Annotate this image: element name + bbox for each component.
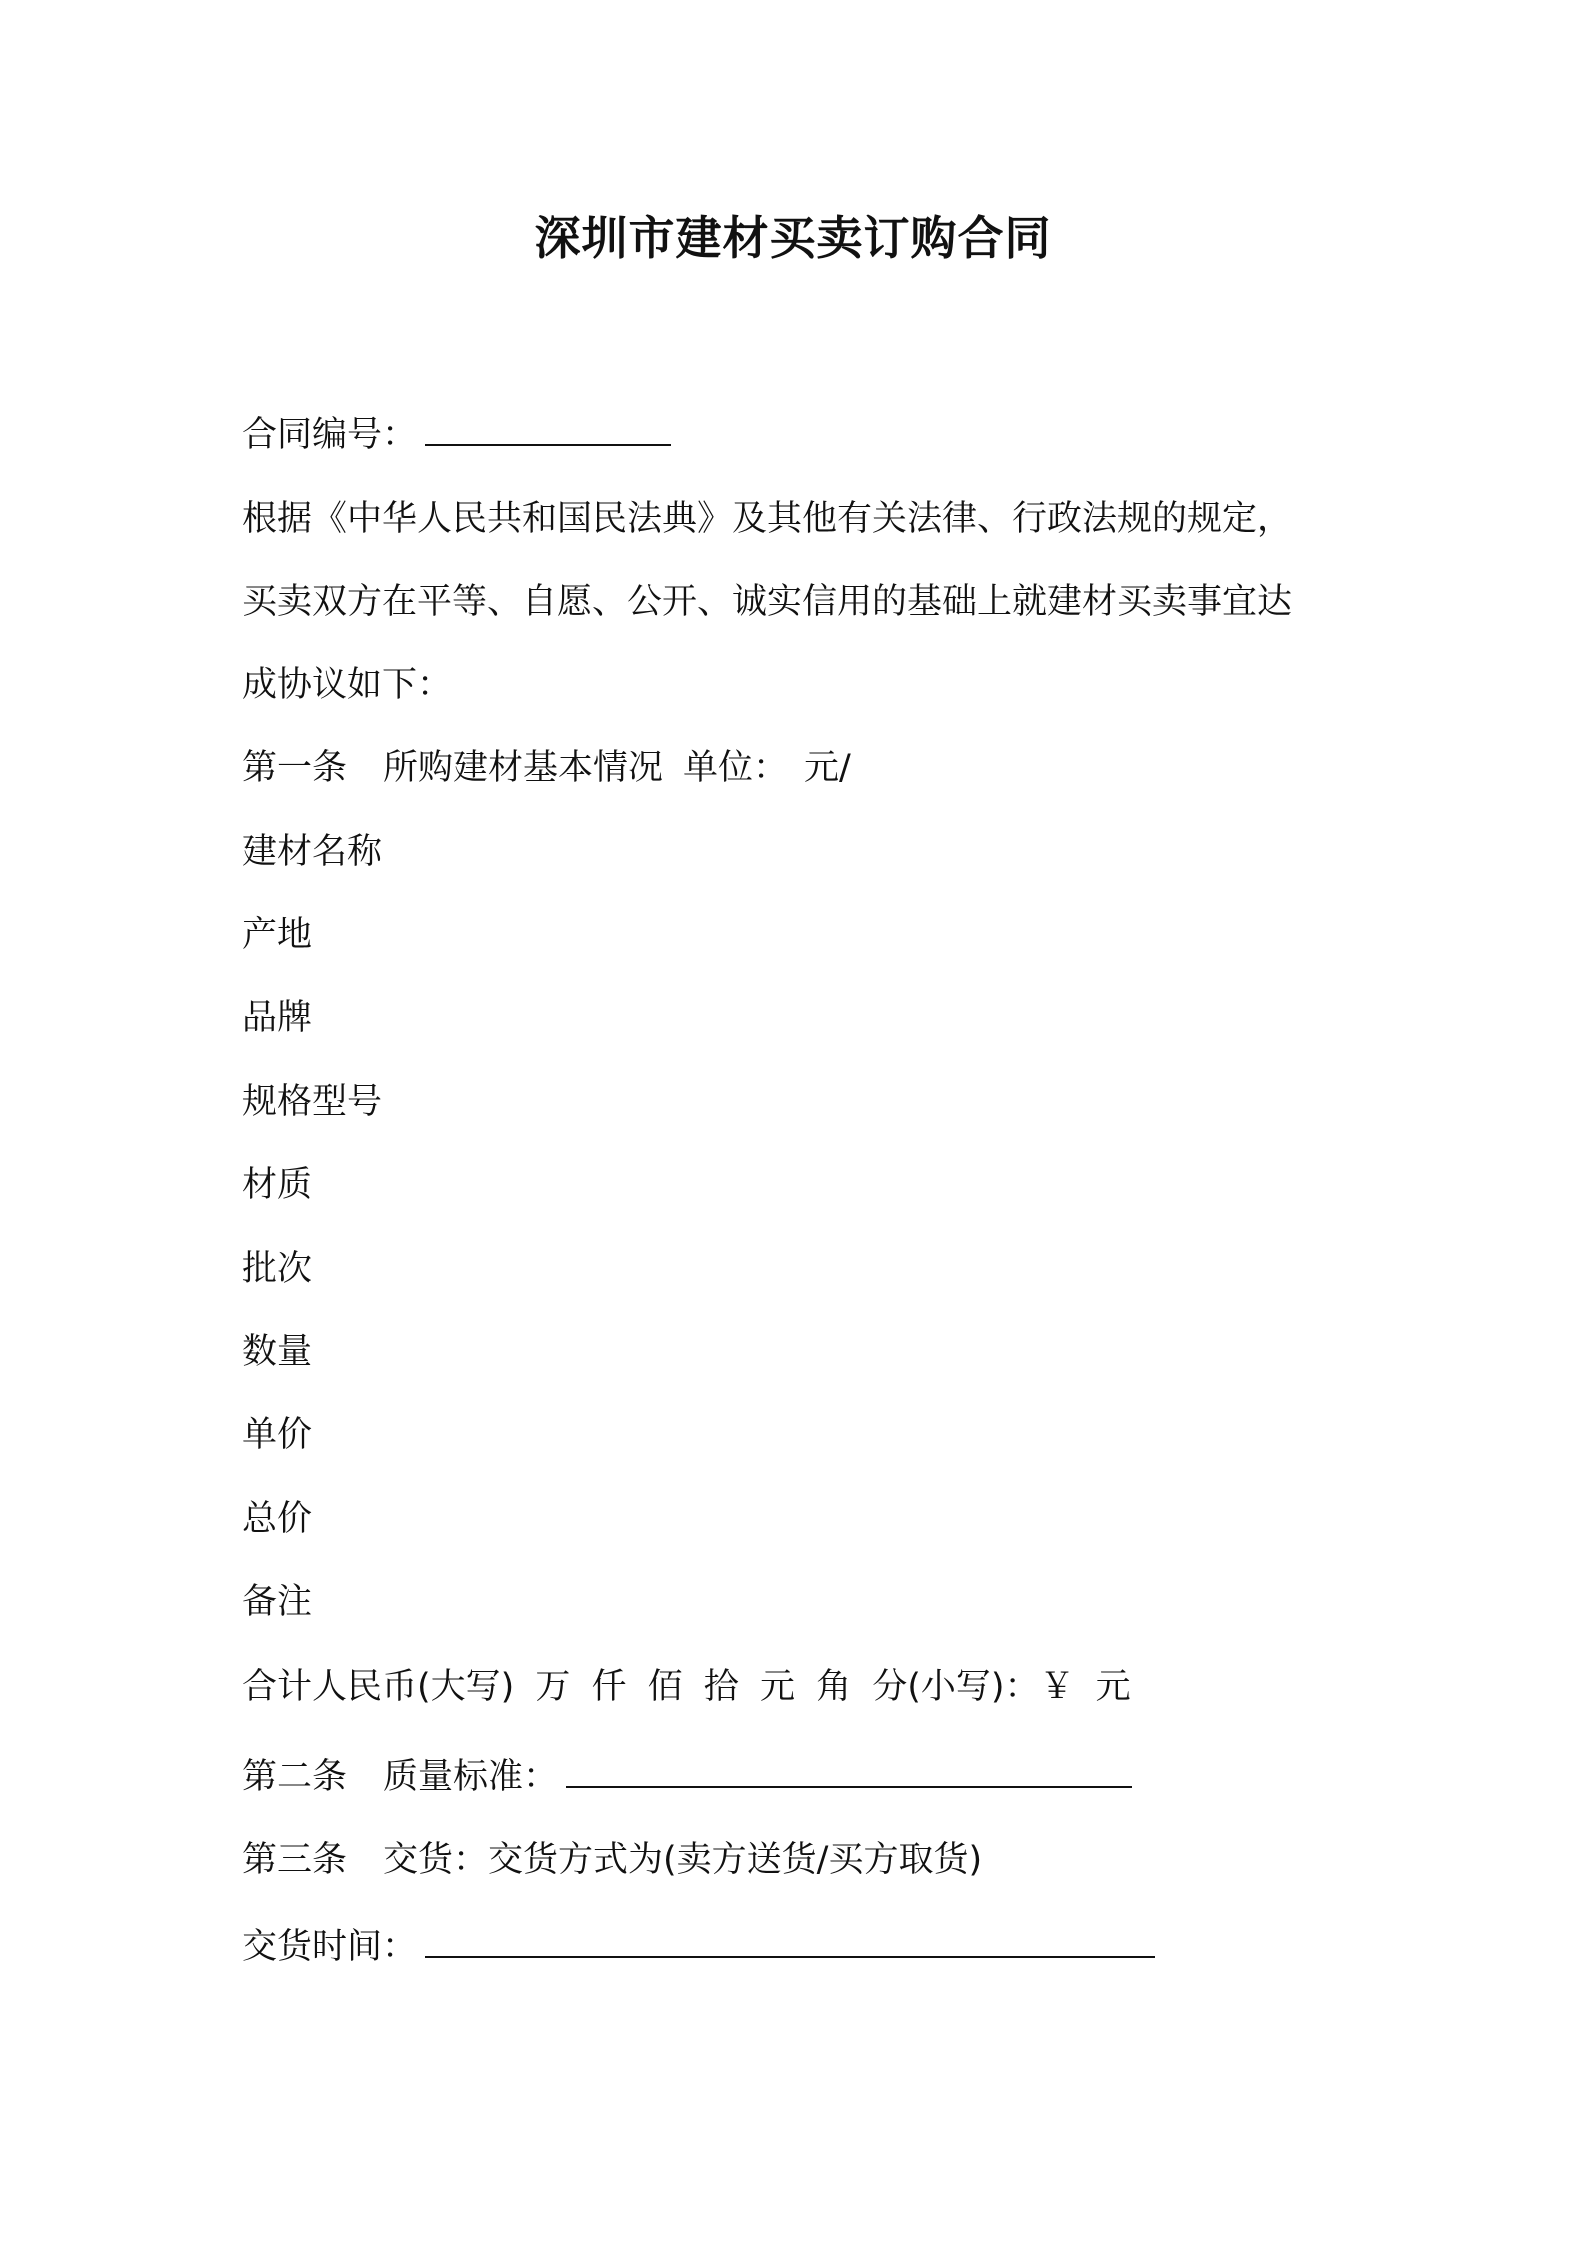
contract-number-blank [425,410,671,446]
article-1-number: 第一条 [242,748,348,788]
contract-number-label: 合同编号： [242,415,418,455]
article-1-heading: 所购建材基本情况 [383,748,664,788]
delivery-time-label: 交货时间： [242,1927,418,1967]
field-item: 产地 [242,915,313,955]
delivery-time-blank [425,1922,1155,1958]
field-item: 建材名称 [242,832,383,872]
field-item: 数量 [242,1332,313,1372]
quality-standard-label: 质量标准： [383,1757,559,1797]
contract-number-line [242,410,671,460]
article-3-text: 交货：交货方式为(卖方送货/买方取货) [383,1840,983,1880]
field-item: 批次 [242,1249,313,1289]
intro-line-3: 成协议如下： [242,665,453,705]
field-item: 品牌 [242,998,313,1038]
article-3-line [242,1835,982,1885]
article-3-number: 第三条 [242,1840,348,1880]
field-item: 单价 [242,1415,313,1455]
intro-line-2: 买卖双方在平等、自愿、公开、诚实信用的基础上就建材买卖事宜达 [242,582,1293,622]
field-item: 规格型号 [242,1082,383,1122]
document-title: 深圳市建材买卖订购合同 [534,211,1052,265]
unit-value: 元/ [804,748,851,788]
field-item: 材质 [242,1165,313,1205]
field-item: 备注 [242,1582,313,1622]
delivery-time-line [242,1922,1155,1972]
article-2-line [242,1752,1132,1802]
article-2-number: 第二条 [242,1757,348,1797]
field-item: 总价 [242,1499,313,1539]
intro-line-1: 根据《中华人民共和国民法典》及其他有关法律、行政法规的规定， [242,499,1293,539]
quality-standard-blank [566,1752,1132,1788]
unit-label: 单位： [683,748,789,788]
article-1-line [242,743,851,793]
total-amount-line: 合计人民币(大写) 万 仟 佰 拾 元 角 分(小写)：￥ 元 [242,1667,1131,1707]
